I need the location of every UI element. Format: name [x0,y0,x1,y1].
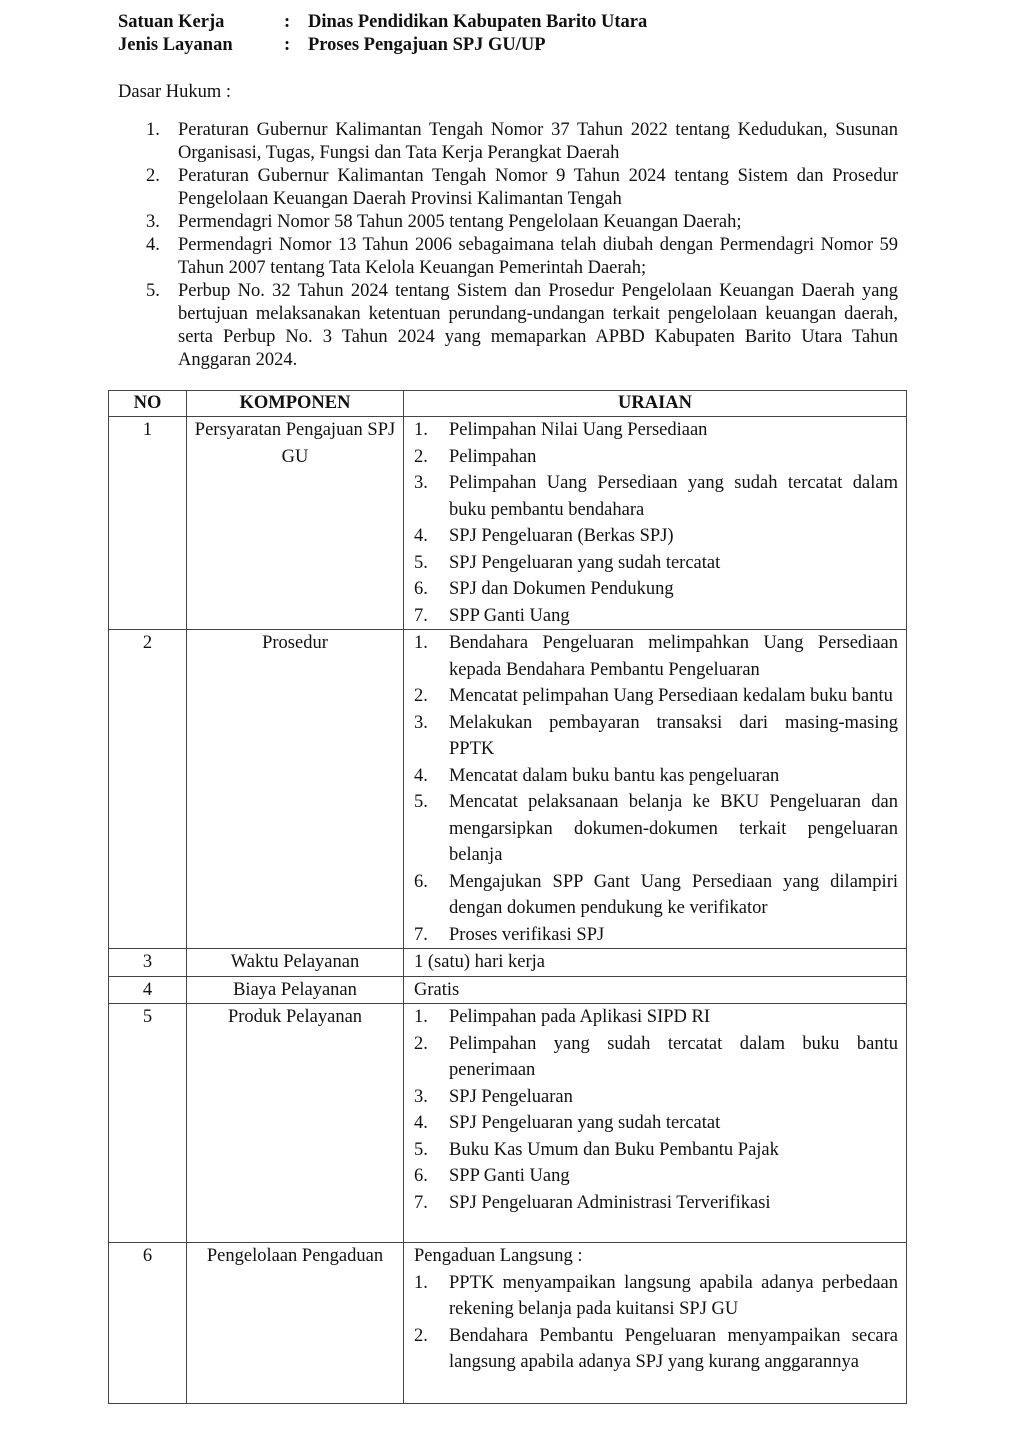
row-komponen: Pengelolaan Pengaduan [187,1243,404,1404]
satuan-kerja-label: Satuan Kerja [118,12,225,32]
header-komponen: KOMPONEN [187,391,404,417]
list-item: 3. Melakukan pembayaran transaksi dari masing-masing PPTK [414,712,898,759]
law-item: 3. Permendagri Nomor 58 Tahun 2005 tentang Pengelolaan Keuangan Daerah; [146,212,742,232]
list-item: 2. Mencatat pelimpahan Uang Persediaan kedalam buku bantu [414,686,893,706]
jenis-layanan-value: Proses Pengajuan SPJ GU/UP [308,35,546,55]
table-row [109,630,907,949]
list-item: 1. Pelimpahan Nilai Uang Persediaan [414,420,708,440]
law-item: 1. Peraturan Gubernur Kalimantan Tengah Nomor 37 Tahun 2022 tentang Kedudukan, Susunan Organisasi, Tugas, Fungsi dan Tata Kerja Perangkat Daerah [146,120,898,163]
row-uraian [404,1243,907,1404]
list-item: 2. Pelimpahan yang sudah tercatat dalam buku bantu penerimaan [414,1033,898,1080]
list-item: 1. Bendahara Pengeluaran melimpahkan Uang Persediaan kepada Bendahara Pembantu Pengeluaran [414,633,898,680]
list-item: 3. SPJ Pengeluaran [414,1086,573,1107]
pengaduan-intro: Pengaduan Langsung : [414,1246,583,1266]
list-item: 6. Mengajukan SPP Gant Uang Persediaan yang dilampiri dengan dokumen pendukung ke verifikator [414,871,898,918]
list-item: 4. Mencatat dalam buku bantu kas pengeluaran [414,765,780,786]
table-row [109,976,907,1004]
law-item: 4. Permendagri Nomor 13 Tahun 2006 sebagaimana telah diubah dengan Permendagri Nomor 59 Tahun 2007 tentang Tata Kelola Keuangan Pemerintah Daerah; [146,235,898,278]
list-item: 4. SPJ Pengeluaran yang sudah tercatat [414,1113,721,1133]
table-row [109,949,907,977]
uraian-list [414,1004,898,1216]
list-item: 3. Pelimpahan Uang Persediaan yang sudah tercatat dalam buku pembantu bendahara [414,473,898,520]
uraian-list [414,630,898,948]
table-row [109,1004,907,1243]
dasar-hukum-list [146,119,898,372]
jenis-layanan-label: Jenis Layanan [118,35,233,55]
list-item: 5. Buku Kas Umum dan Buku Pembantu Pajak [414,1139,779,1160]
row-no: 5 [109,1004,187,1243]
row-no: 3 [109,949,187,977]
list-item: 1. PPTK menyampaikan langsung apabila adanya perbedaan rekening belanja pada kuitansi SPJ GU [414,1272,898,1319]
dasar-hukum-title: Dasar Hukum : [118,82,232,102]
table-row [109,417,907,630]
row-uraian [404,1004,907,1243]
list-item: 6. SPP Ganti Uang [414,1166,570,1186]
list-item: 7. SPJ Pengeluaran Administrasi Terverifikasi [414,1192,771,1213]
list-item: 1. Pelimpahan pada Aplikasi SIPD RI [414,1007,711,1027]
table-row [109,1243,907,1404]
list-item: 4. SPJ Pengeluaran (Berkas SPJ) [414,526,674,546]
law-item: 5. Perbup No. 32 Tahun 2024 tentang Sistem dan Prosedur Pengelolaan Keuangan Daerah yang bertujuan melaksanakan ketentuan perundang-undangan terkait pengelolaan keuangan daerah, serta Perbup No. 3 Tahun 2024 yang memaparkan APBD Kabupaten Barito Utara Tahun Anggaran 2024. [146,281,898,370]
service-table [108,390,907,1404]
list-item: 2. Pelimpahan [414,446,537,467]
row-uraian [404,630,907,949]
list-item: 7. Proses verifikasi SPJ [414,924,605,945]
list-item: 7. SPP Ganti Uang [414,605,570,626]
uraian-list [414,1270,898,1376]
list-item: 5. Mencatat pelaksanaan belanja ke BKU Pengeluaran dan mengarsipkan dokumen-dokumen terkait pengeluaran belanja [414,792,898,865]
row-no: 2 [109,630,187,949]
jenis-layanan-separator: : [284,35,291,55]
row-uraian: Gratis [404,976,907,1004]
list-item: 6. SPJ dan Dokumen Pendukung [414,579,674,599]
jenis-layanan-line [118,34,546,57]
list-item: 5. SPJ Pengeluaran yang sudah tercatat [414,552,721,573]
row-komponen: Biaya Pelayanan [187,976,404,1004]
header-no: NO [109,391,187,417]
table-header-row [109,391,907,417]
satuan-kerja-line [118,11,647,34]
row-no: 6 [109,1243,187,1404]
satuan-kerja-separator: : [284,12,291,32]
row-komponen: Prosedur [187,630,404,949]
row-no: 4 [109,976,187,1004]
satuan-kerja-value: Dinas Pendidikan Kabupaten Barito Utara [308,12,648,32]
list-item: 2. Bendahara Pembantu Pengeluaran menyampaikan secara langsung apabila adanya SPJ yang kurang anggarannya [414,1325,898,1372]
row-uraian [404,417,907,630]
header-uraian: URAIAN [404,391,907,417]
uraian-list [414,417,898,629]
row-komponen: Waktu Pelayanan [187,949,404,977]
row-komponen: Produk Pelayanan [187,1004,404,1243]
row-komponen: Persyaratan Pengajuan SPJ GU [187,417,404,630]
row-uraian: 1 (satu) hari kerja [404,949,907,977]
row-no: 1 [109,417,187,630]
law-item: 2. Peraturan Gubernur Kalimantan Tengah Nomor 9 Tahun 2024 tentang Sistem dan Prosedur Pengelolaan Keuangan Daerah Provinsi Kalimantan Tengah [146,166,898,209]
